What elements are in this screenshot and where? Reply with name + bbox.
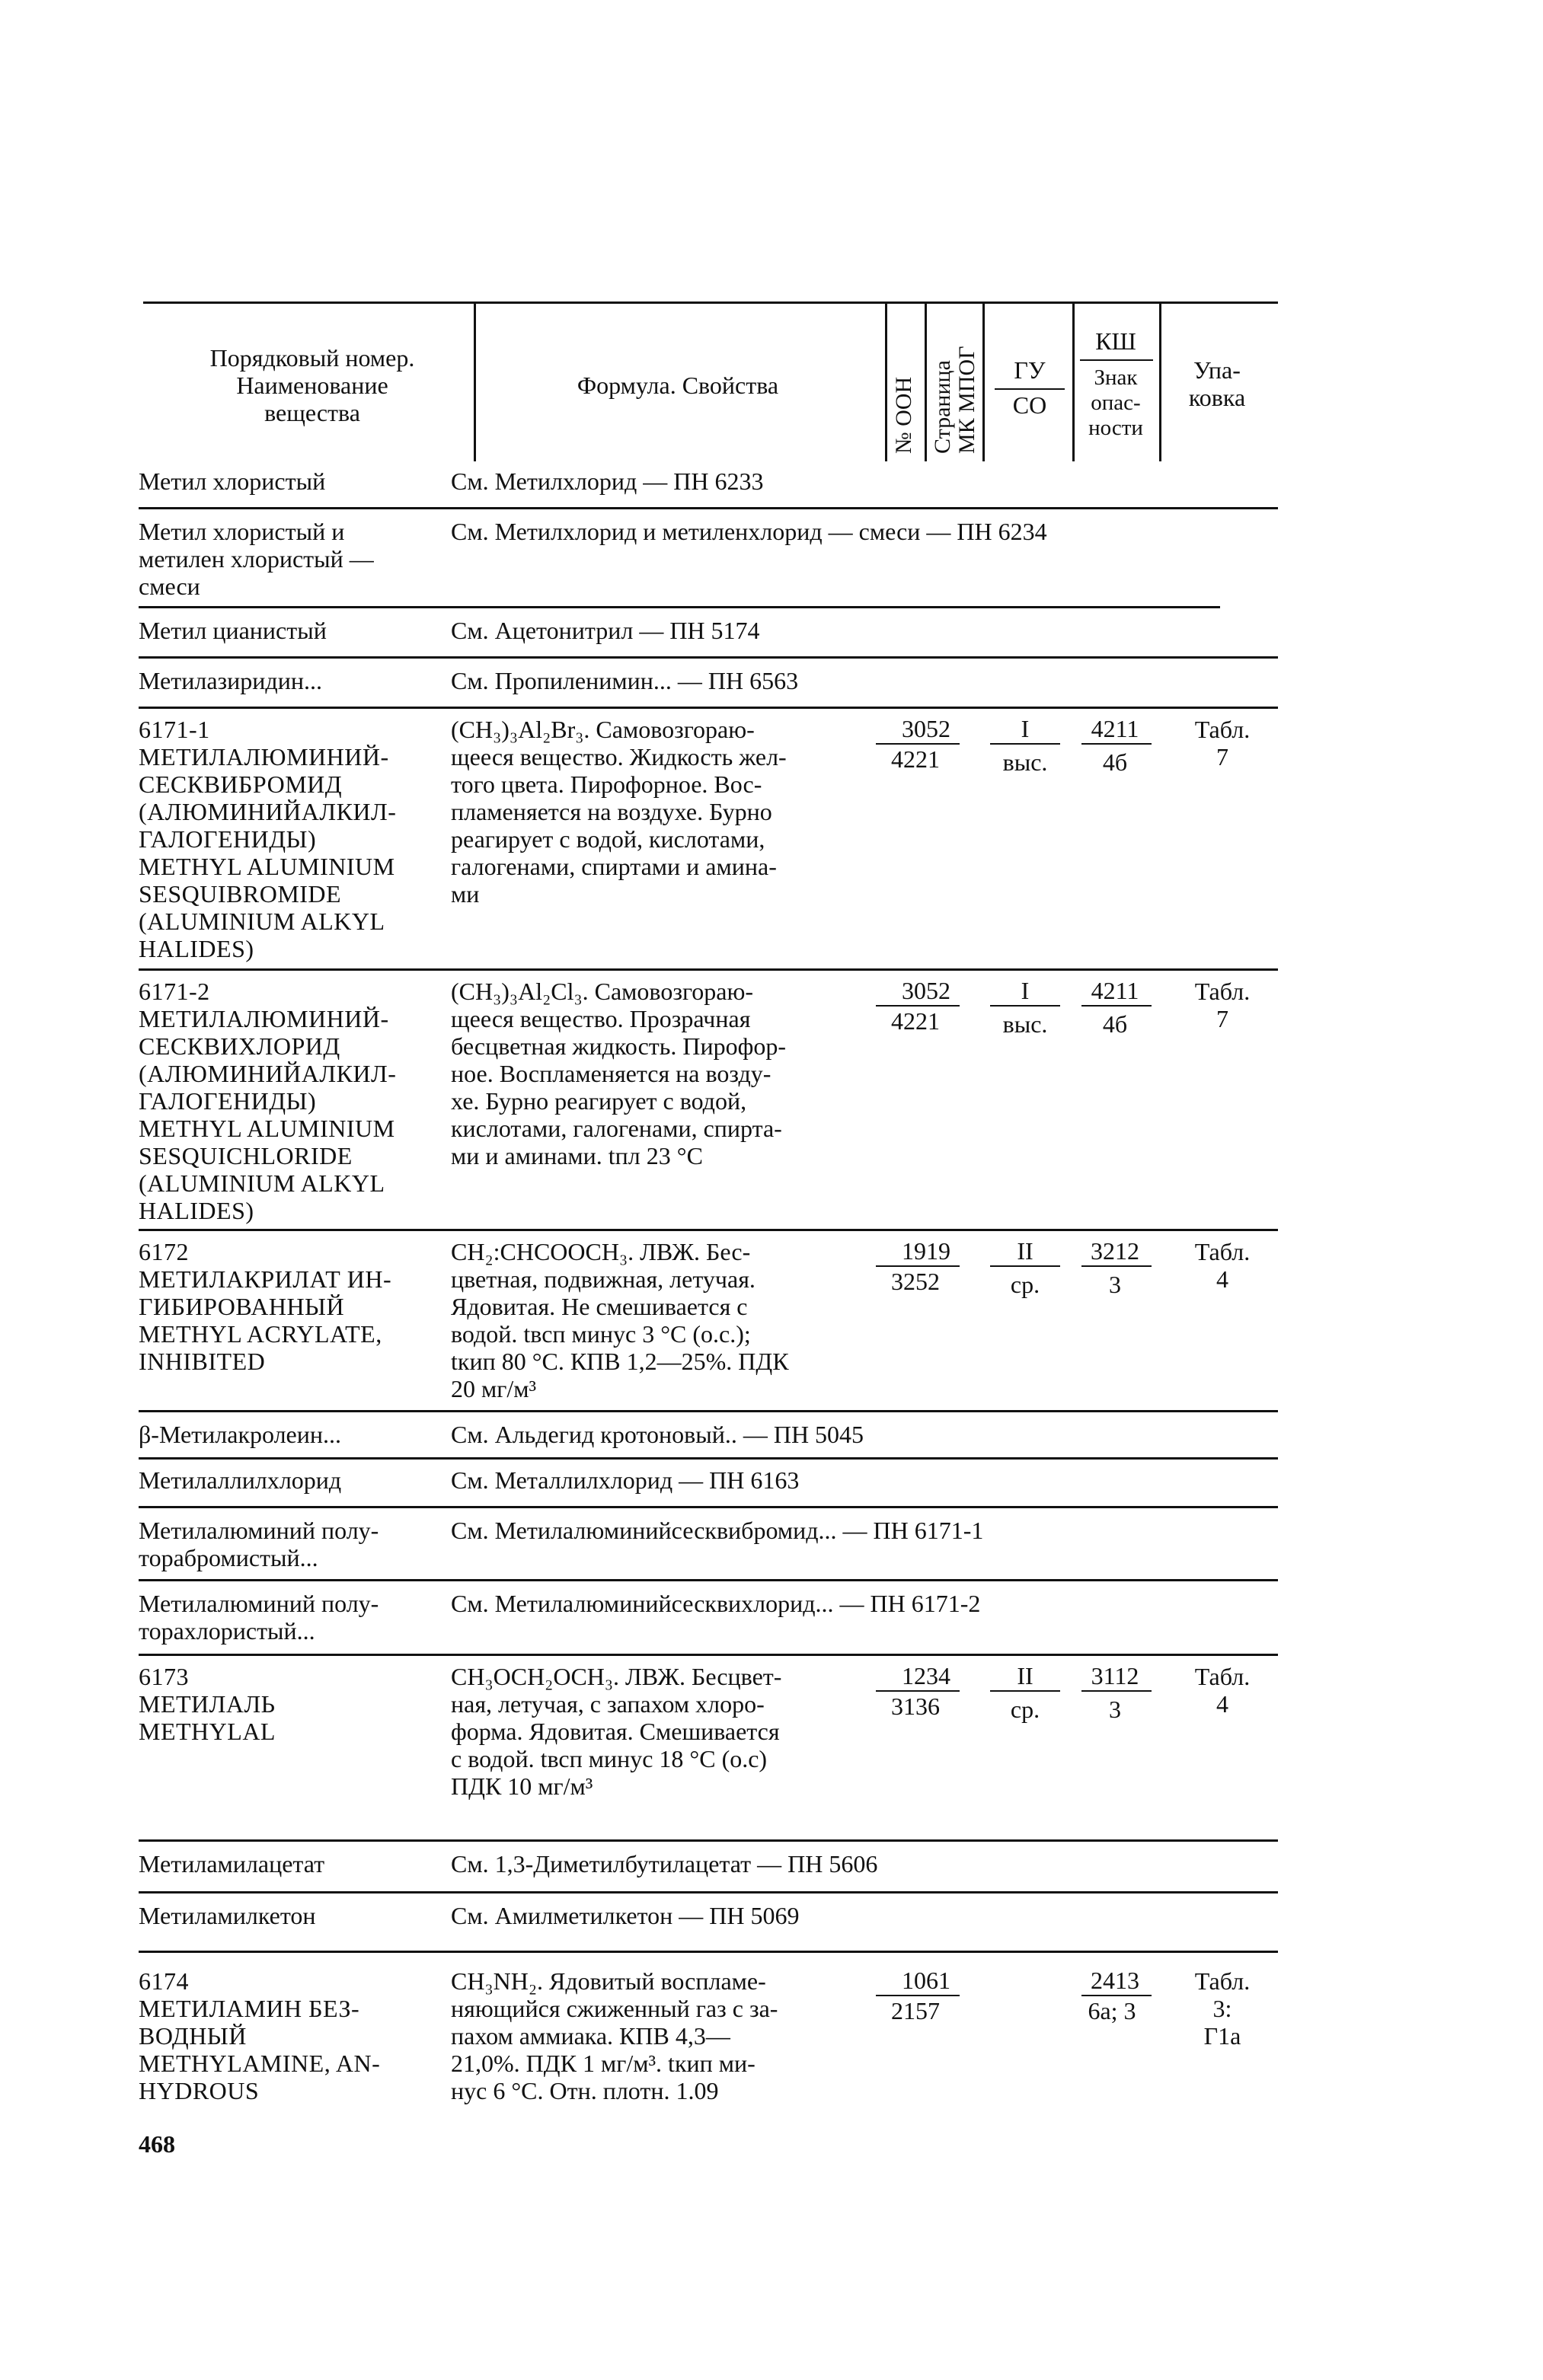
ksh-value: 4211 <box>1091 715 1139 742</box>
pack-value: Табл. 7 <box>1194 716 1251 770</box>
row-formula: См. Альдегид кротоновый.. — ПН 5045 <box>451 1421 864 1448</box>
header-divider <box>474 303 476 461</box>
row-name: 6174 МЕТИЛАМИН БЕЗ- ВОДНЫЙ METHYLAMINE, AN- HYDROUS <box>139 1967 381 2104</box>
pack-value: Табл. 3: Г1а <box>1194 1967 1251 2050</box>
row-formula: См. Амилметилкетон — ПН 5069 <box>451 1902 800 1929</box>
co-value: ср. <box>1010 1696 1040 1723</box>
row-name: Метиламилацетат <box>139 1850 325 1878</box>
table-top-rule <box>143 301 1278 304</box>
header-divider <box>982 303 985 461</box>
oon-number: 1061 <box>902 1967 950 1994</box>
row-name: Метилалюминий полу- торабромистый... <box>139 1517 379 1571</box>
header-divider <box>885 303 887 461</box>
row-formula: (CH₃)₃Al₂Br₃. Самовозгораю- щееся вещество. Жидкость жел- того цвета. Пирофорное. Вос- пламеняется на воздухе. Бурно реагирует с водой, кислотами, галогенами, спиртами и амина- ми <box>451 716 787 908</box>
row-formula: См. Метилалюминийсесквибромид... — ПН 6171-1 <box>451 1517 984 1544</box>
row-rule <box>139 606 1220 608</box>
sign-value: 4б <box>1102 748 1128 776</box>
gu-value: II <box>1017 1662 1033 1689</box>
header-ksh-rule <box>1080 359 1153 361</box>
row-formula: См. Металлилхлорид — ПН 6163 <box>451 1466 800 1494</box>
row-name: Метиламилкетон <box>139 1902 316 1929</box>
page-number: 3136 <box>891 1692 940 1720</box>
ksh-value: 3212 <box>1091 1237 1139 1265</box>
row-rule <box>139 656 1278 659</box>
sign-value: 4б <box>1102 1010 1128 1038</box>
row-formula: См. Пропиленимин... — ПН 6563 <box>451 667 799 694</box>
header-pack: Упа- ковка <box>1188 356 1246 411</box>
ksh-rule <box>1081 1995 1152 1996</box>
header-oon: № ООН <box>891 376 916 454</box>
row-name: Метилаллилхлорид <box>139 1466 342 1494</box>
gu-rule <box>990 1005 1060 1007</box>
row-formula: См. Ацетонитрил — ПН 5174 <box>451 617 760 644</box>
row-rule <box>139 968 1278 971</box>
row-name: Метил хлористый и метилен хлористый — смеси <box>139 518 374 600</box>
row-rule <box>139 707 1278 709</box>
oon-rule <box>876 1265 960 1267</box>
sign-value: 3 <box>1109 1271 1121 1298</box>
oon-rule <box>876 743 960 745</box>
gu-value: II <box>1017 1237 1033 1265</box>
page-number: 2157 <box>891 1997 940 2024</box>
gu-value: I <box>1021 977 1030 1004</box>
gu-value: I <box>1021 715 1030 742</box>
page-number: 4221 <box>891 1007 940 1035</box>
header-gu-rule <box>995 388 1065 390</box>
header-divider <box>925 303 927 461</box>
co-value: ср. <box>1010 1271 1040 1298</box>
gu-rule <box>990 1690 1060 1692</box>
oon-rule <box>876 1005 960 1007</box>
header-divider <box>1159 303 1161 461</box>
header-formula: Формула. Свойства <box>577 372 779 399</box>
row-name: 6172 МЕТИЛАКРИЛАТ ИН- ГИБИРОВАННЫЙ METHYL ACRYLATE, INHIBITED <box>139 1238 392 1375</box>
row-name: β-Метилакролеин... <box>139 1421 341 1448</box>
co-value: выс. <box>1002 748 1048 776</box>
row-formula: (CH₃)₃Al₂Cl₃. Самовозгораю- щееся вещество. Прозрачная бесцветная жидкость. Пирофор- ное. Воспламеняется на возду- хе. Бурно реагирует с водой, кислотами, галогенами, спирта- ми и аминами. tпл 23 °С <box>451 978 786 1169</box>
header-gu: ГУ <box>1014 356 1046 384</box>
ksh-value: 2413 <box>1091 1967 1139 1994</box>
row-rule <box>139 1951 1278 1953</box>
row-rule <box>139 1229 1278 1231</box>
co-value: выс. <box>1002 1010 1048 1038</box>
row-rule <box>139 1891 1278 1893</box>
header-ksh: КШ <box>1095 327 1136 355</box>
oon-number: 3052 <box>902 977 950 1004</box>
pack-value: Табл. 4 <box>1194 1663 1251 1718</box>
gu-rule <box>990 1265 1060 1267</box>
gu-rule <box>990 743 1060 745</box>
row-rule <box>139 1654 1278 1656</box>
ksh-value: 4211 <box>1091 977 1139 1004</box>
row-formula: См. Метилалюминийсесквихлорид... — ПН 6171-2 <box>451 1590 981 1617</box>
row-name: Метил хлористый <box>139 467 326 495</box>
row-formula: CH₂:CHCOOCH₃. ЛВЖ. Бес- цветная, подвижная, летучая. Ядовитая. Не смешивается с водой. tвсп минус 3 °С (о.с.); tкип 80 °С. КПВ 1,2—25%. ПДК 20 мг/м³ <box>451 1238 789 1402</box>
row-name: 6171-1 МЕТИЛАЛЮМИНИЙ- СЕСКВИБРОМИД (АЛЮМИНИЙАЛКИЛ- ГАЛОГЕНИДЫ) METHYL ALUMINIUM SESQUIBROMIDE (ALUMINIUM ALKYL HALIDES) <box>139 716 397 962</box>
row-name: 6173 МЕТИЛАЛЬ METHYLAL <box>139 1663 276 1745</box>
ksh-value: 3112 <box>1091 1662 1139 1689</box>
row-formula: См. Метилхлорид и метиленхлорид — смеси — ПН 6234 <box>451 518 1047 545</box>
row-rule <box>139 507 1278 509</box>
pack-value: Табл. 7 <box>1194 978 1251 1032</box>
oon-number: 1919 <box>902 1237 950 1265</box>
sign-value: 3 <box>1109 1696 1121 1723</box>
row-formula: См. Метилхлорид — ПН 6233 <box>451 467 764 495</box>
row-rule <box>139 1839 1278 1842</box>
row-name: Метил цианистый <box>139 617 327 644</box>
row-name: Метилалюминий полу- торахлористый... <box>139 1590 379 1645</box>
page-number: 3252 <box>891 1268 940 1295</box>
oon-rule <box>876 1995 960 1996</box>
header-name: Порядковый номер. Наименование вещества <box>209 344 415 426</box>
row-rule <box>139 1506 1278 1508</box>
row-formula: CH₃NH₂. Ядовитый воспламе- няющийся сжиженный газ с за- пахом аммиака. КПВ 4,3— 21,0%. ПДК 1 мг/м³. tкип ми- нус 6 °С. Отн. плотн. 1.09 <box>451 1967 778 2104</box>
oon-number: 1234 <box>902 1662 950 1689</box>
row-rule <box>139 1457 1278 1460</box>
row-formula: CH₃OCH₂OCH₃. ЛВЖ. Бесцвет- ная, летучая, с запахом хлоро- форма. Ядовитая. Смешивается с водой. tвсп минус 18 °С (о.с) ПДК 10 мг/м³ <box>451 1663 782 1800</box>
pack-value: Табл. 4 <box>1194 1238 1251 1293</box>
row-rule <box>139 1579 1278 1581</box>
oon-rule <box>876 1690 960 1692</box>
oon-number: 3052 <box>902 715 950 742</box>
header-co: СО <box>1012 391 1047 419</box>
row-name: Метилазиридин... <box>139 667 322 694</box>
header-sign: Знак опас- ности <box>1088 365 1143 440</box>
ksh-rule <box>1081 1265 1152 1267</box>
header-page: Страница МК МПОГ <box>930 346 979 454</box>
row-rule <box>139 1410 1278 1412</box>
ksh-rule <box>1081 743 1152 745</box>
row-formula: См. 1,3-Диметилбутилацетат — ПН 5606 <box>451 1850 878 1878</box>
page-number: 4221 <box>891 745 940 773</box>
ksh-rule <box>1081 1005 1152 1007</box>
page-number-footer: 468 <box>139 2130 175 2158</box>
row-name: 6171-2 МЕТИЛАЛЮМИНИЙ- СЕСКВИХЛОРИД (АЛЮМИНИЙАЛКИЛ- ГАЛОГЕНИДЫ) METHYL ALUMINIUM SESQUICHLORIDE (ALUMINIUM ALKYL HALIDES) <box>139 978 397 1224</box>
sign-value: 6а; 3 <box>1088 1997 1136 2024</box>
ksh-rule <box>1081 1690 1152 1692</box>
